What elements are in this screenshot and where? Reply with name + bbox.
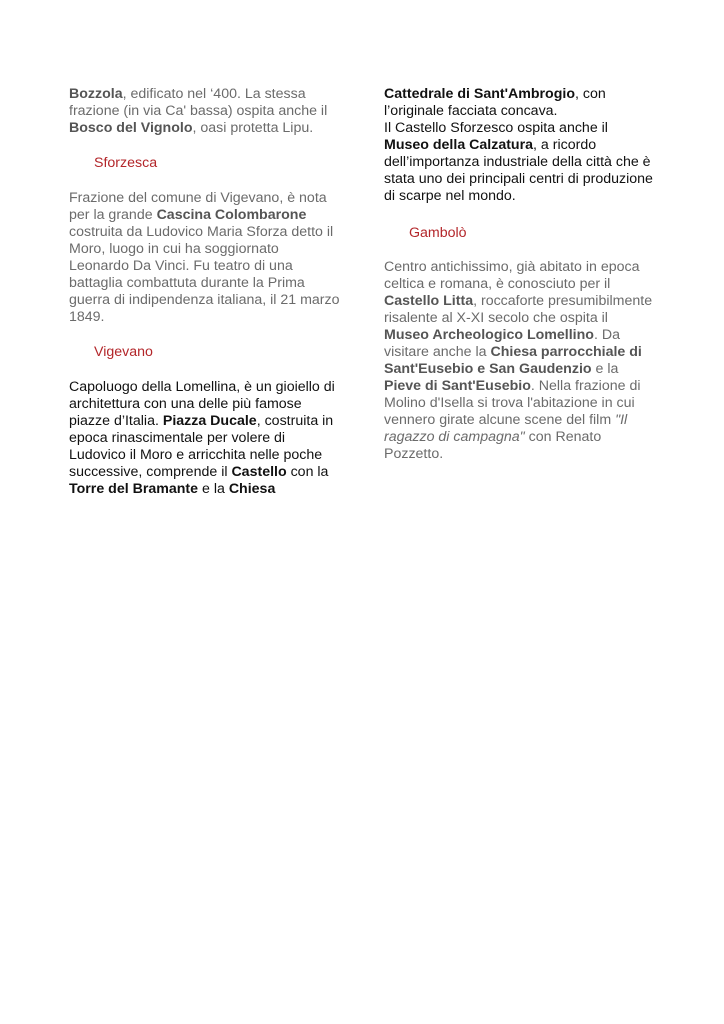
- gambolo-text-4: e la: [591, 361, 619, 377]
- torre-bramante-bold: Torre del Bramante: [69, 481, 199, 497]
- pieve-santeusebio-bold: Pieve di Sant'Eusebio: [384, 378, 531, 394]
- heading-sforzesca: Sforzesca: [94, 155, 158, 171]
- sforzesca-text-1: Frazione del comune di Vigevano, è nota per la grande: [69, 190, 327, 223]
- cascina-colombarone-bold: Cascina Colombarone: [156, 207, 307, 223]
- gambolo-text-5: . Nella frazione di Molino d'Isella si trova l'abitazione in cui vennero girate alcune scene del film: [384, 378, 641, 428]
- vigevano-cont-text-3: , a ricordo dell’importanza industriale della città che è stata uno dei principali centri di produzione di scarpe nel mondo.: [384, 137, 653, 204]
- gambolo-text-2: , roccaforte presumibilmente risalente al X-XI secolo che ospita il: [384, 293, 653, 326]
- bosco-vignolo-bold: Bosco del Vignolo: [69, 120, 193, 136]
- vigevano-cont-text-2: Il Castello Sforzesco ospita anche il: [384, 120, 608, 136]
- gambolo-text-6: con Renato Pozzetto.: [384, 429, 602, 462]
- intro-text-2: , oasi protetta Lipu.: [192, 120, 314, 136]
- bozzola-bold: Bozzola: [69, 86, 123, 102]
- gambolo-text-3: . Da visitare anche la: [384, 327, 620, 360]
- cattedrale-bold: Cattedrale di Sant'Ambrogio: [384, 86, 575, 102]
- vigevano-text-2: , costruita in epoca rinascimentale per volere di Ludovico il Moro e arricchita nelle poche successive, comprende il: [69, 413, 334, 480]
- gambolo-paragraph: [384, 259, 656, 463]
- piazza-ducale-bold: Piazza Ducale: [162, 413, 257, 429]
- museo-calzatura-bold: Museo della Calzatura: [384, 137, 534, 153]
- gambolo-text-1: Centro antichissimo, già abitato in epoca celtica e romana, è conosciuto per il: [384, 259, 640, 292]
- right-column: [384, 86, 656, 463]
- chiesa-parrocchiale-bold: Chiesa parrocchiale di Sant'Eusebio e San Gaudenzio: [384, 344, 642, 377]
- film-title-italic: "Il ragazzo di campagna": [384, 412, 628, 445]
- sforzesca-text-2: costruita da Ludovico Maria Sforza detto il Moro, luogo in cui ha soggiornato Leonardo Da Vinci. Fu teatro di una battaglia combattuta durante la Prima guerra di indipendenza italiana, il 21 marzo 1849.: [69, 224, 340, 325]
- vigevano-paragraph: [69, 379, 341, 498]
- vigevano-text-4: e la: [198, 481, 229, 497]
- castello-litta-bold: Castello Litta: [384, 293, 474, 309]
- left-column: [69, 86, 341, 498]
- vigevano-continued-paragraph: [384, 86, 656, 205]
- intro-text-1: , edificato nel ‘400. La stessa frazione (in via Ca' bassa) ospita anche il: [69, 86, 328, 119]
- vigevano-text-1: Capoluogo della Lomellina, è un gioiello di architettura con una delle più famose piazze d’Italia.: [69, 379, 335, 429]
- vigevano-text-3: con la: [286, 464, 329, 480]
- intro-paragraph: [69, 86, 341, 137]
- castello-bold: Castello: [231, 464, 287, 480]
- museo-archeologico-bold: Museo Archeologico Lomellino: [384, 327, 594, 343]
- heading-vigevano: Vigevano: [94, 344, 153, 360]
- vigevano-cont-text-1: , con l’originale facciata concava.: [384, 86, 606, 119]
- chiesa-bold: Chiesa: [228, 481, 276, 497]
- heading-gambolo: Gambolò: [409, 225, 467, 241]
- sforzesca-paragraph: [69, 190, 341, 326]
